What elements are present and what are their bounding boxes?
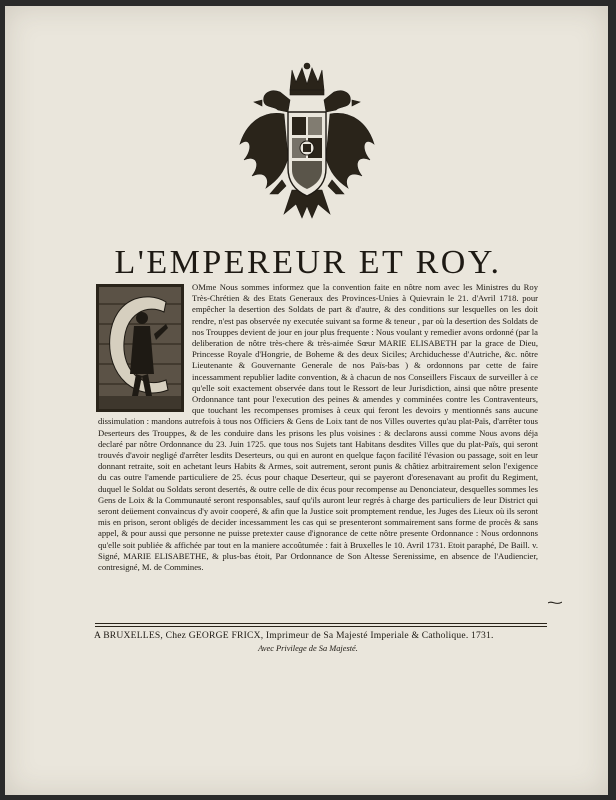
imperial-eagle-emblem bbox=[232, 62, 382, 222]
ordinance-body bbox=[98, 282, 538, 573]
footer-rule-thin bbox=[95, 626, 547, 627]
footer-rule bbox=[95, 623, 547, 624]
decorated-initial-c bbox=[96, 284, 184, 412]
proclamation-heading: L'EMPEREUR ET ROY. bbox=[114, 244, 502, 281]
printer-imprint: A BRUXELLES, Chez GEORGE FRICX, Imprimeur de Sa Majesté Imperiale & Catholique. 1731. bbox=[94, 630, 494, 641]
ordinance-text: OMme Nous sommes informez que la convention faite en nôtre nom avec les Ministres du Roy Très-Chrétien & des Etats Generaux des Provinces-Unies à Quievrain le 21. d'Avril 1718. pour empêcher la desertion des Soldats de part & d'autre, & des conditions sur lesquelles on les doit rendre, n'est pas observée ny executée suivant sa forme & teneur , par où la desertion des Soldats de nos Trouppes devient de jour en jour plus frequente : Nous voulant y remedier avons ordonné (par la deliberation de nôtre très-chere & très-aimée Sœur MARIE ELISABETH par la grace de Dieu, Princesse Royale d'Hongrie, de Boheme & des deux Siciles; Archiduchesse d'Autriche, &c. nôtre Lieutenante & Gouvernante Generale de nos Païs-bas ) & ordonnons par cette de faire incessamment republier ladite convention, & à chacun de nos Conseillers Fiscaux de surveiller à ce qu'elle soit exactement observée dans tout le Ressort de leur Jurisdiction, ainsi que nôtre presente Ordonnance tant pour l'execution des peines & amendes y comminées contre les Contraventeurs, que touchant les recompenses promises à ceux qui feront les devoirs y mentionnés sans aucune dissimulation : mandons autrefois à tous nos Officiers & Gens de Loix tant de nos Villes ouvertes qu'au plat-Païs, d'arrêter tous Deserteurs des Trouppes, & de les conduire dans les prisons les plus voisines : & declarons aussi comme Nous avons déja declaré par nôtre Ordonnance du 23. Juin 1725. que tous nos Sujets tant Habitans desdites Villes que du plat-Païs, qui seront trouvés d'avoir negligé d'arrêter lesdits Deserteurs, ou qui en auront en quelque façon facilité l'évasion ou passage, soit en leur donnant retraite, soit en achetant leurs Habits & Armes, soit autrement, seront punis & châtiez arbitrairement selon l'exigence du cas outre l'amende particuliere de 25. écus pour chaque Deserteur, qui se payeront d'oresenavant au profit du Regiment, duquel le Soldat ou Soldats seront desertés, & outre celle de dix écus pour recompense au Denonciateur, desquelles sommes les Gens de Loix & la Communauté seront responsables, sauf qu'ils auront leur regrés à charge des particuliers de leur District qui seront deüement convaincus d'y avoir cooperé, & afin que la Justice soit promptement rendue, les Juges des Lieux où ils seront mis en prison, seront obligés de decider incessamment les cas qui se presenteront sommairement sans forme de procès & sans appel, & pour aussi que personne ne puisse pretexter cause d'ignorance de cette nôtre presente Ordonnance : Nous ordonnons qu'elle soit publiée & affichée par tout en la maniere accoûtumée : fait à Bruxelles le 10. Avril 1731. Etoit paraphé, De Baill. v. Signé, MARIE ELISABETHE, & plus-bas étoit, Par Ordonnance de Son Altesse Serenissime, en absence de l'Audiencier, contresigné, M. de Commines. bbox=[98, 282, 538, 573]
end-flourish-icon bbox=[548, 600, 562, 606]
royal-privilege-note: Avec Privilege de Sa Majesté. bbox=[258, 644, 358, 653]
